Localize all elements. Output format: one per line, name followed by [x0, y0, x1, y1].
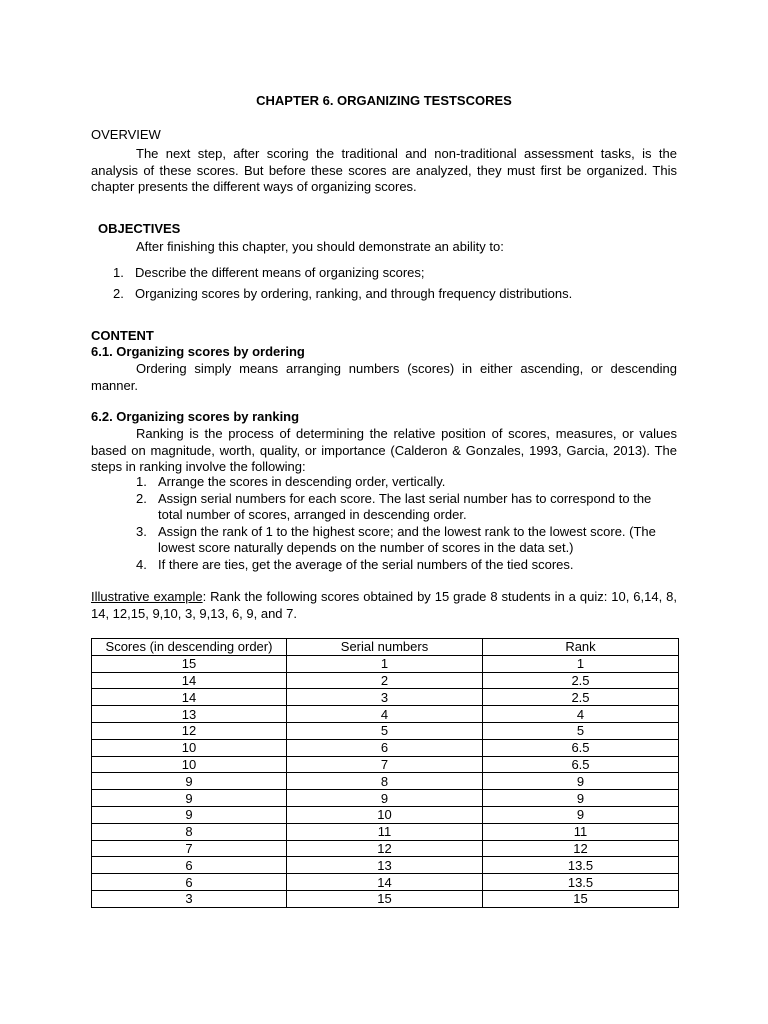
table-cell: 13.5 [483, 857, 679, 874]
table-cell: 13 [92, 706, 287, 723]
illustrative-example [91, 589, 677, 622]
example-text: : Rank the following scores obtained by 15 grade 8 students in a quiz: 10, 6,14, 8, 14, 12,15, 9,10, 3, 9,13, 6, 9, and 7. [91, 589, 677, 621]
table-cell: 4 [287, 706, 483, 723]
table-row [92, 840, 679, 857]
table-cell: 6 [92, 857, 287, 874]
table-cell: 9 [92, 773, 287, 790]
table-cell: 14 [287, 874, 483, 891]
section-6-2-heading: 6.2. Organizing scores by ranking [91, 409, 300, 424]
section-6-2-text: Ranking is the process of determining the relative position of scores, measures, or values based on magnitude, worth, quality, or importance (Calderon & Gonzales, 1993, Garcia, 2013). The steps in ranking involve the following: [91, 426, 677, 474]
table-cell: 5 [287, 722, 483, 739]
table-cell: 9 [287, 790, 483, 807]
table-cell: 13 [287, 857, 483, 874]
table-cell: 6.5 [483, 756, 679, 773]
table-cell: 6 [287, 739, 483, 756]
table-row [92, 739, 679, 756]
overview-heading: OVERVIEW [91, 127, 161, 142]
objectives-heading: OBJECTIVES [98, 221, 181, 236]
table-cell: 10 [92, 739, 287, 756]
table-cell: 8 [287, 773, 483, 790]
objective-item: 1. Describe the different means of organizing scores; [113, 265, 425, 280]
objectives-list [113, 265, 683, 303]
table-cell: 12 [287, 840, 483, 857]
ranking-table [91, 638, 679, 908]
table-cell: 14 [92, 672, 287, 689]
table-cell: 10 [92, 756, 287, 773]
table-cell: 2 [287, 672, 483, 689]
table-row [92, 857, 679, 874]
table-row [92, 655, 679, 672]
table-cell: 9 [483, 806, 679, 823]
table-cell: 12 [92, 722, 287, 739]
ranking-steps-list [136, 474, 677, 573]
table-cell: 11 [483, 823, 679, 840]
example-label: Illustrative example [91, 589, 203, 604]
column-header: Scores (in descending order) [92, 639, 287, 656]
table-cell: 15 [287, 890, 483, 907]
table-cell: 6.5 [483, 739, 679, 756]
table-row [92, 756, 679, 773]
table-cell: 2.5 [483, 689, 679, 706]
ranking-step: 1. Arrange the scores in descending order, vertically. [136, 474, 446, 489]
overview-text: The next step, after scoring the traditional and non-traditional assessment tasks, is the analysis of these scores. But before these scores are analyzed, they must first be organized. This chapter presents the different ways of organizing scores. [91, 146, 677, 194]
section-6-1-heading: 6.1. Organizing scores by ordering [91, 344, 305, 359]
table-header-row [92, 639, 679, 656]
table-cell: 2.5 [483, 672, 679, 689]
table-row [92, 706, 679, 723]
table-row [92, 790, 679, 807]
ranking-step: 4. If there are ties, get the average of the serial numbers of the tied scores. [136, 556, 574, 572]
ranking-step: 2. Assign serial numbers for each score. The last serial number has to correspond to the total number of scores, arranged in descending order. [136, 490, 652, 522]
objective-item: 2. Organizing scores by ordering, ranking, and through frequency distributions. [113, 286, 573, 301]
table-cell: 5 [483, 722, 679, 739]
table-cell: 9 [483, 773, 679, 790]
table-cell: 7 [92, 840, 287, 857]
table-cell: 15 [483, 890, 679, 907]
table-cell: 3 [92, 890, 287, 907]
table-cell: 9 [483, 790, 679, 807]
table-row [92, 773, 679, 790]
table-cell: 7 [287, 756, 483, 773]
table-cell: 3 [287, 689, 483, 706]
table-cell: 1 [287, 655, 483, 672]
table-row [92, 874, 679, 891]
table-row [92, 890, 679, 907]
table-cell: 14 [92, 689, 287, 706]
table-cell: 4 [483, 706, 679, 723]
objectives-intro: After finishing this chapter, you should demonstrate an ability to: [136, 239, 504, 254]
table-cell: 9 [92, 806, 287, 823]
table-row [92, 806, 679, 823]
table-row [92, 672, 679, 689]
chapter-title: CHAPTER 6. ORGANIZING TESTSCORES [256, 93, 512, 108]
table-cell: 15 [92, 655, 287, 672]
table-cell: 13.5 [483, 874, 679, 891]
table-cell: 10 [287, 806, 483, 823]
table-row [92, 689, 679, 706]
content-heading: CONTENT [91, 328, 154, 343]
column-header: Rank [483, 639, 679, 656]
table-cell: 12 [483, 840, 679, 857]
section-6-1-text: Ordering simply means arranging numbers (scores) in either ascending, or descending manner. [91, 361, 677, 393]
ranking-step: 3. Assign the rank of 1 to the highest score; and the lowest rank to the lowest score. (The lowest score naturally depends on the number of scores in the data set.) [136, 523, 656, 555]
table-cell: 6 [92, 874, 287, 891]
table-row [92, 722, 679, 739]
table-cell: 11 [287, 823, 483, 840]
table-cell: 8 [92, 823, 287, 840]
table-row [92, 823, 679, 840]
column-header: Serial numbers [287, 639, 483, 656]
table-cell: 1 [483, 655, 679, 672]
table-cell: 9 [92, 790, 287, 807]
